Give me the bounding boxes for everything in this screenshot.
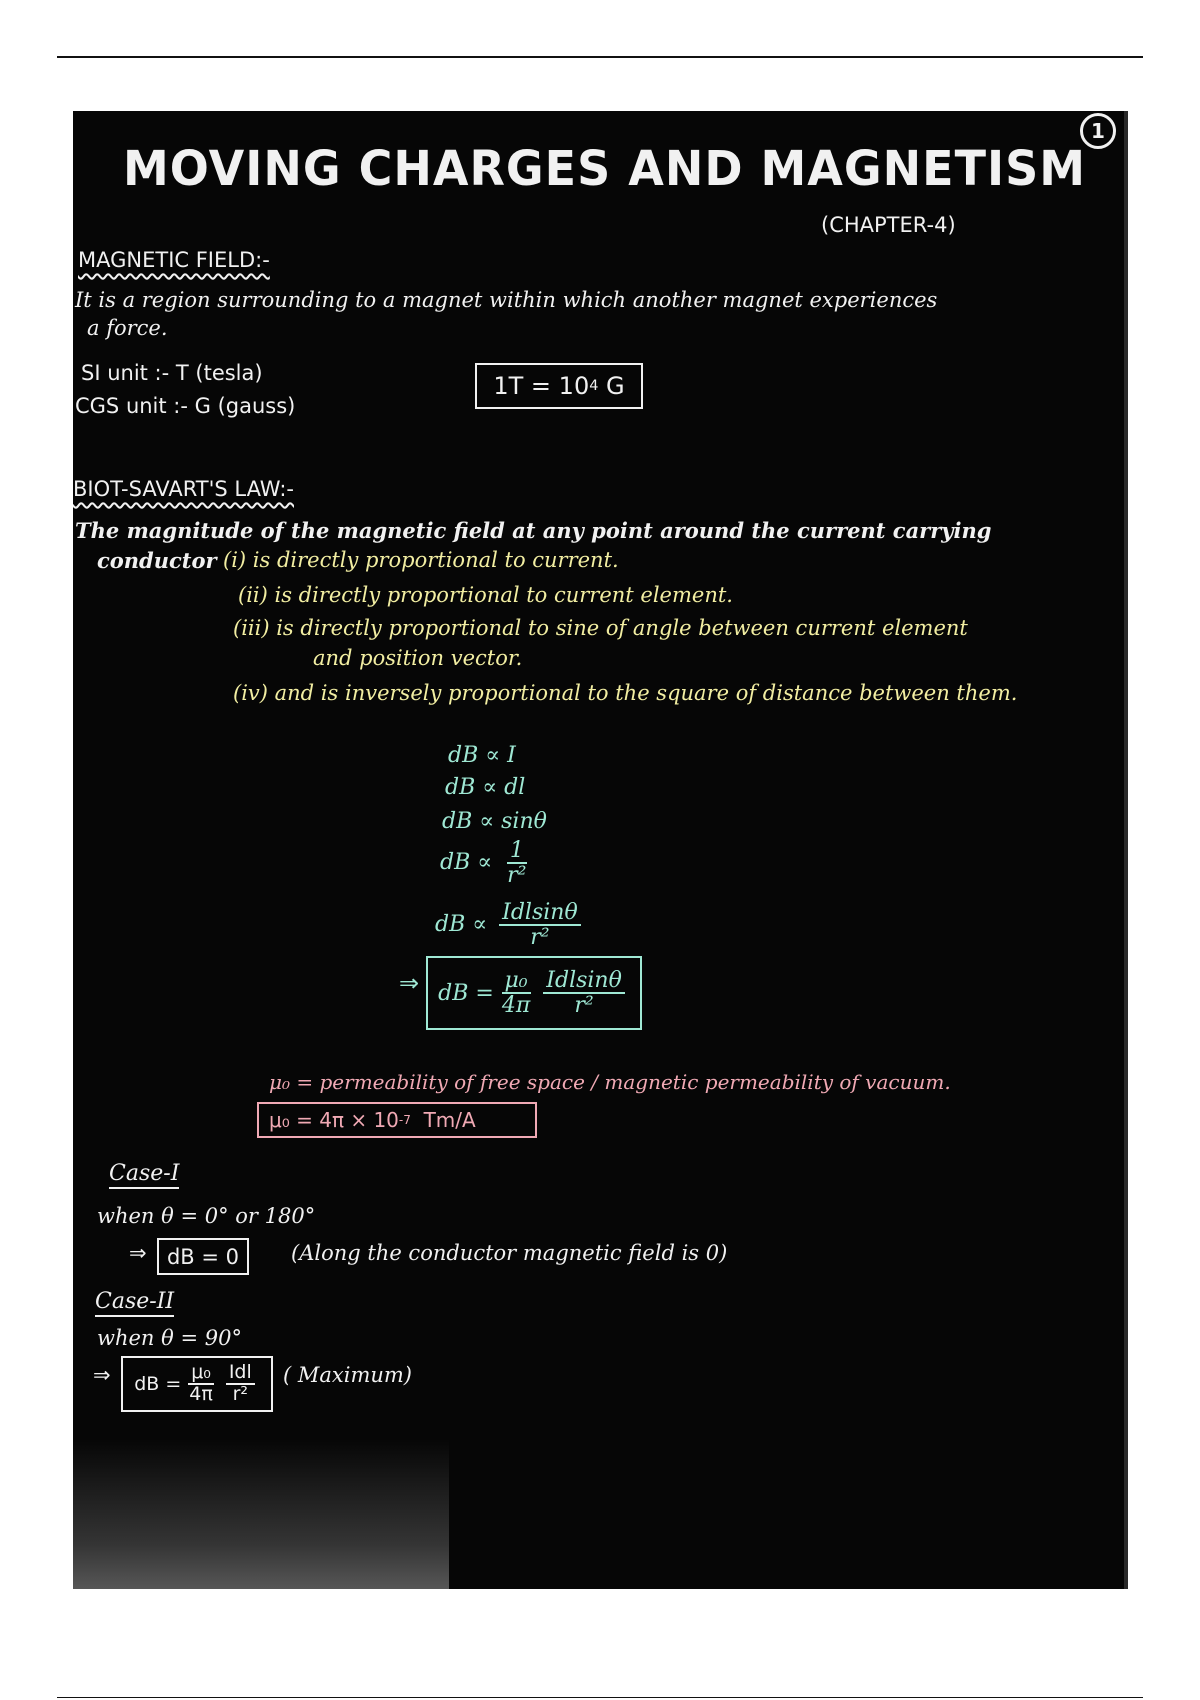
case-1-result: dB = 0 — [166, 1244, 240, 1269]
case-2-constant-fraction — [186, 1363, 216, 1405]
conversion-unit: G — [606, 372, 625, 400]
fraction-numerator: μ₀ — [502, 969, 531, 994]
permeability-value: μ₀ = 4π × 10 — [269, 1108, 399, 1132]
relation-current: dB ∝ I — [448, 743, 516, 768]
case-2-note: ( Maximum) — [283, 1363, 412, 1387]
case-2-formula-left: dB = — [134, 1373, 182, 1395]
fraction-denominator: 4π — [501, 993, 531, 1018]
fraction-denominator: r² — [530, 925, 550, 951]
chapter-label: (CHAPTER-4) — [821, 213, 956, 237]
notes-page-image — [73, 111, 1128, 1589]
case-1-result-box — [157, 1238, 249, 1275]
case-2-heading: Case-II — [95, 1289, 174, 1317]
page-edge — [1124, 111, 1128, 1589]
fraction-numerator: μ₀ — [188, 1363, 214, 1385]
fraction-denominator: r² — [507, 863, 527, 889]
case-2-arrow: ⇒ — [93, 1363, 111, 1387]
biot-savart-point-4: (iv) and is inversely proportional to the square of distance between them. — [233, 681, 1018, 705]
case-1-condition: when θ = 0° or 180° — [97, 1204, 316, 1228]
fraction-numerator: Idlsinθ — [499, 901, 581, 926]
permeability-unit: Tm/A — [423, 1108, 476, 1132]
light-glare — [73, 1439, 449, 1589]
relation-inverse-square — [440, 839, 534, 887]
fraction-denominator: 4π — [189, 1383, 213, 1405]
relation-inverse-square-left: dB ∝ — [440, 850, 493, 876]
page-title: MOVING CHARGES AND MAGNETISM — [123, 139, 1086, 197]
relation-combined — [435, 901, 586, 949]
biot-savart-formula-box — [426, 956, 642, 1030]
biot-savart-intro-line-2: conductor — [97, 548, 217, 573]
magnetic-field-heading: MAGNETIC FIELD:- — [78, 248, 270, 272]
case-1-note: (Along the conductor magnetic field is 0) — [291, 1241, 728, 1265]
fraction-denominator: r² — [574, 993, 594, 1018]
tesla-gauss-conversion-box — [475, 363, 643, 409]
formula-left: dB = — [438, 980, 494, 1006]
biot-savart-intro-line-1: The magnitude of the magnetic field at any point around the current carrying — [75, 518, 992, 543]
relation-inverse-square-fraction — [504, 839, 529, 887]
conversion-exponent: 4 — [589, 378, 599, 394]
case-1-arrow: ⇒ — [129, 1241, 147, 1265]
permeability-exponent: -7 — [398, 1113, 411, 1127]
si-unit: SI unit :- T (tesla) — [81, 361, 263, 385]
relation-combined-fraction — [499, 901, 581, 949]
formula-variable-fraction — [543, 969, 625, 1017]
cgs-unit: CGS unit :- G (gauss) — [75, 394, 296, 418]
permeability-definition: μ₀ = permeability of free space / magnetic permeability of vacuum. — [269, 1070, 951, 1094]
page-number: 1 — [1080, 113, 1116, 149]
result-arrow: ⇒ — [399, 969, 420, 997]
case-1-heading: Case-I — [109, 1161, 179, 1189]
case-2-variable-fraction — [226, 1363, 255, 1405]
biot-savart-point-3-line-2: and position vector. — [313, 646, 523, 670]
relation-combined-left: dB ∝ — [435, 912, 488, 938]
fraction-numerator: Idl — [226, 1363, 255, 1385]
bottom-rule — [57, 1697, 1143, 1698]
biot-savart-point-2: (ii) is directly proportional to current element. — [238, 583, 733, 607]
fraction-numerator: Idlsinθ — [543, 969, 625, 994]
biot-savart-heading: BIOT-SAVART'S LAW:- — [73, 477, 294, 501]
permeability-value-box — [257, 1102, 537, 1138]
fraction-numerator: 1 — [507, 839, 527, 864]
conversion-text: 1T = 10 — [493, 372, 590, 400]
relation-sine: dB ∝ sinθ — [442, 809, 547, 834]
formula-constant-fraction — [499, 969, 533, 1017]
case-2-formula-box — [121, 1356, 273, 1412]
biot-savart-point-3-line-1: (iii) is directly proportional to sine of angle between current element — [233, 616, 968, 640]
biot-savart-point-1: (i) is directly proportional to current. — [223, 548, 619, 572]
case-2-condition: when θ = 90° — [97, 1326, 242, 1350]
fraction-denominator: r² — [232, 1383, 248, 1405]
magnetic-field-definition-line-1: It is a region surrounding to a magnet within which another magnet experiences — [75, 288, 938, 312]
top-rule — [57, 56, 1143, 58]
magnetic-field-definition-line-2: a force. — [87, 316, 168, 340]
relation-current-element: dB ∝ dl — [445, 775, 526, 800]
